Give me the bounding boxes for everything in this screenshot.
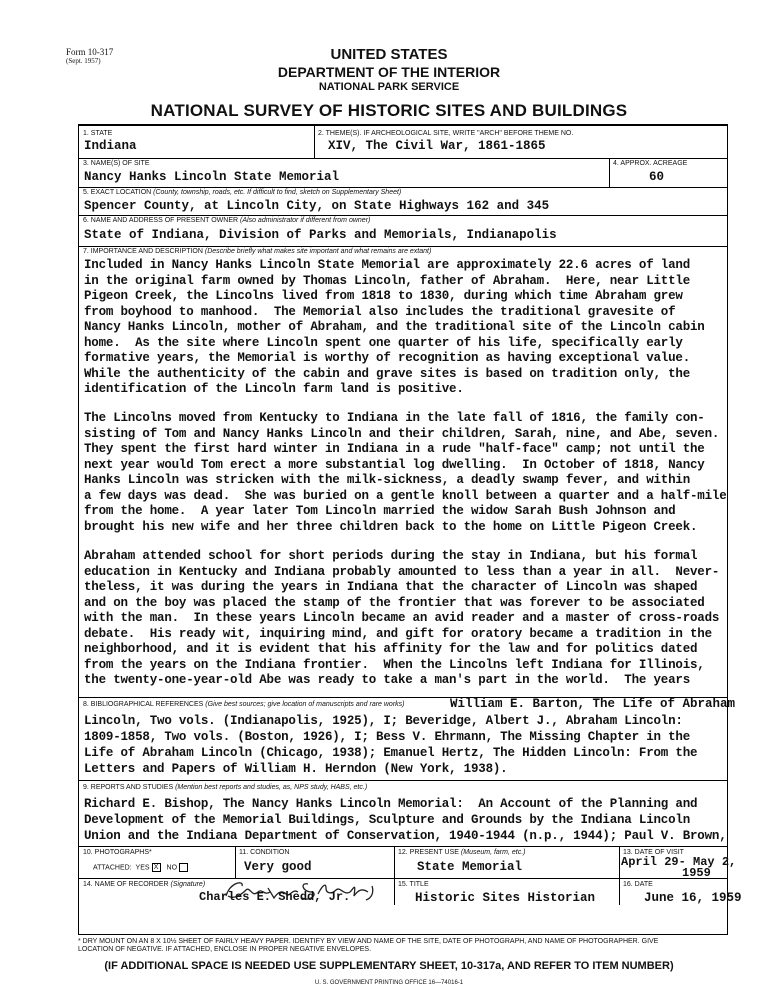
divider [314, 126, 315, 158]
yes-checkbox[interactable]: X [152, 863, 161, 872]
photographs-label: 10. PHOTOGRAPHS* [83, 849, 152, 856]
site-name-value: Nancy Hanks Lincoln State Memorial [84, 170, 340, 184]
text-line: formative years, the Memorial is worthy of recognition as having exceptional value. [84, 351, 691, 365]
text-line: 1809-1858, Two vols. (Boston, 1926), I; Bess V. Ehrmann, The Missing Chapter in the [84, 730, 691, 744]
text-line: While the authenticity of the cabin and grave sites is based on tradition only, the [84, 366, 691, 381]
survey-form [78, 124, 742, 935]
text-line: Included in Nancy Hanks Lincoln State Memorial are approximately 22.6 acres of land [84, 258, 691, 272]
text-line: Life of Abraham Lincoln (Chicago, 1938); Emanuel Hertz, The Hidden Lincoln: From the [84, 746, 698, 760]
location-value: Spencer County, at Lincoln City, on State Highways 162 and 345 [84, 199, 550, 213]
reports-label [83, 784, 367, 792]
text-line: from the years on the Indiana frontier. When the Lincolns left Indiana for Illinois, [84, 657, 705, 672]
condition-value: Very good [244, 860, 312, 874]
divider [79, 158, 727, 159]
text-line: Union and the Indiana Department of Conservation, 1940-1944 (n.p., 1944); Paul V. Brown, [84, 829, 727, 843]
themes-value: XIV, The Civil War, 1861-1865 [328, 139, 546, 153]
text-line: with the man. In these years Lincoln became an avid reader and a master of cross-roads [84, 611, 720, 625]
footnote [78, 938, 738, 954]
title-label: 15. TITLE [398, 881, 429, 888]
text-line: the twenty-one-year-old Abe was ready to take a man's part in the world. The years [84, 673, 691, 687]
owner-label-note: (Also administrator if different from owner) [240, 217, 371, 224]
text-line: sisting of Tom and Nancy Hanks Lincoln and their children, Sarah, nine, and Abe, seven. [84, 426, 720, 441]
divider [79, 246, 727, 247]
text-line: Richard E. Bishop, The Nancy Hanks Lincoln Memorial: An Account of the Planning and [84, 797, 698, 811]
text-line: debate. His ready wit, inquiring mind, and gift for oratory became a tradition in the [84, 626, 712, 641]
recorder-label [83, 881, 205, 889]
text-line: theless, it was during the years in Indiana that the character of Lincoln was shaped [84, 580, 698, 594]
importance-label [83, 248, 431, 256]
location-label [83, 189, 401, 197]
owner-label [83, 217, 370, 225]
site-name-label: 3. NAME(S) OF SITE [83, 160, 150, 167]
yes-label: YES [135, 864, 150, 872]
condition-label: 11. CONDITION [239, 849, 290, 856]
present-use-value: State Memorial [417, 860, 523, 874]
date-label: 16. DATE [623, 881, 653, 888]
importance-paragraph-1 [84, 258, 729, 398]
bibliography-label [83, 701, 405, 709]
text-line: brought his new wife and her three children back to the home on Little Pigeon Creek. [84, 519, 698, 534]
divider [235, 846, 236, 878]
printer-note: U. S. GOVERNMENT PRINTING OFFICE 16—74016-1 [314, 980, 464, 986]
bibliography-first-line: William E. Barton, The Life of Abraham [450, 697, 736, 711]
visit-date-label: 13. DATE OF VISIT [623, 849, 684, 856]
text-line: Letters and Papers of William H. Herndon (New York, 1938). [84, 762, 508, 776]
state-value: Indiana [84, 139, 137, 153]
supplement-note: (IF ADDITIONAL SPACE IS NEEDED USE SUPPLEMENTARY SHEET, 10-317a, AND REFER TO ITEM NUMBER) [104, 960, 674, 972]
text-line: Pigeon Creek, the Lincolns lived from 1818 to 1830, during which time Abraham grew [84, 289, 683, 303]
text-line: Hanks Lincoln was stricken with the milk-sickness, a deadly swamp fever, and within [84, 473, 691, 487]
bibliography-label-note: (Give best sources; give location of manuscripts and rare works) [205, 701, 405, 708]
text-line: from boyhood to manhood. The Memorial also includes the traditional gravesite of [84, 304, 676, 319]
importance-label-note: (Describe briefly what makes site important and what remains are extant) [204, 248, 432, 255]
no-checkbox[interactable] [179, 863, 188, 872]
text-line: a few days was dead. She was buried on a gentle knoll between a quarter and a half-mile [84, 488, 727, 503]
form-number-text: Form 10-317 [66, 47, 114, 57]
text-line: home. As the site where Lincoln spent one quarter of his life, specifically early [84, 335, 683, 350]
importance-label-text: 7. IMPORTANCE AND DESCRIPTION [83, 248, 203, 255]
location-label-text: 5. EXACT LOCATION [83, 189, 152, 196]
form-date: (Sept. 1957) [66, 57, 101, 65]
text-line: next year would Tom erect a more substantial log dwelling. In October of 1818, Nancy [84, 457, 705, 472]
text-line: The Lincolns moved from Kentucky to Indiana in the late fall of 1816, the family con- [84, 411, 705, 425]
text-line: Development of the Memorial Buildings, Sculpture and Grounds by the Indiana Lincoln [84, 813, 691, 827]
location-label-note: (County, township, roads, etc. If difficult to find, sketch on Supplementary Sheet) [153, 189, 402, 196]
bibliography-label-text: 8. BIBLIOGRAPHICAL REFERENCES [83, 701, 204, 708]
themes-label: 2. THEME(S). IF ARCHEOLOGICAL SITE, WRITE "ARCH" BEFORE THEME NO. [318, 130, 574, 137]
reports-text [84, 796, 729, 844]
bibliography-text [84, 713, 729, 777]
present-use-label-text: 12. PRESENT USE [398, 849, 459, 856]
header-department: DEPARTMENT OF THE INTERIOR [277, 64, 501, 80]
divider [394, 846, 395, 905]
header-park-service: NATIONAL PARK SERVICE [318, 81, 460, 93]
state-label: 1. STATE [83, 130, 113, 137]
recorder-label-note: (Signature) [170, 881, 206, 888]
present-use-label-note: (Museum, farm, etc.) [460, 849, 526, 856]
date-value: June 16, 1959 [644, 891, 742, 905]
text-line: and on the boy was placed the stamp of the frontier that was forever to be associated [84, 595, 705, 610]
acreage-label: 4. APPROX. ACREAGE [613, 160, 688, 167]
text-line: Abraham attended school for short periods during the stay in Indiana, but his formal [84, 549, 698, 563]
attached-label: ATTACHED: [93, 864, 132, 872]
divider [79, 215, 727, 216]
page-title: NATIONAL SURVEY OF HISTORIC SITES AND BUILDINGS [150, 101, 628, 120]
owner-value: State of Indiana, Division of Parks and Memorials, Indianapolis [84, 228, 557, 242]
importance-paragraph-3 [84, 549, 729, 689]
reports-label-text: 9. REPORTS AND STUDIES [83, 784, 174, 791]
importance-paragraph-2 [84, 411, 729, 535]
divider [79, 187, 727, 188]
text-line: They spent the first hard winter in Indiana in a rude "half-face" camp; not until the [84, 442, 705, 456]
divider [79, 878, 727, 879]
recorder-label-text: 14. NAME OF RECORDER [83, 881, 169, 888]
divider [609, 158, 610, 187]
recorder-value: Charles E. Shedd, Jr. [199, 890, 351, 904]
acreage-value: 60 [649, 170, 665, 184]
reports-label-note: (Mention best reports and studies, as, NPS study, HABS, etc.) [175, 784, 368, 791]
visit-date-year: 1959 [682, 866, 711, 880]
divider [619, 846, 620, 905]
text-line: neighborhood, and it is evident that his affinity for the law and for politics dated [84, 642, 698, 656]
header-united-states: UNITED STATES [330, 46, 448, 63]
text-line: from the home. A year later Tom Lincoln married the widow Sarah Bush Johnson and [84, 504, 676, 518]
title-value: Historic Sites Historian [415, 891, 596, 905]
owner-label-text: 6. NAME AND ADDRESS OF PRESENT OWNER [83, 217, 239, 224]
text-line: Lincoln, Two vols. (Indianapolis, 1925), I; Beveridge, Albert J., Abraham Lincoln: [84, 714, 683, 728]
text-line: in the original farm owned by Thomas Lincoln, father of Abraham. Here, near Little [84, 273, 691, 288]
text-line: Nancy Hanks Lincoln, mother of Abraham, and the traditional site of the Lincoln cabin [84, 320, 705, 334]
visit-date-value: April 29- May 2, [621, 855, 737, 869]
footnote-line-1: * DRY MOUNT ON AN 8 X 10½ SHEET OF FAIRLY HEAVY PAPER. IDENTIFY BY VIEW AND NAME OF THE SITE, DATE OF PHOTOGRAPH, AND NAME OF PHOTOGRAPHER. GIVE [78, 938, 659, 945]
text-line: identification of the Lincoln farm land is positive. [84, 382, 464, 396]
photographs-attached [93, 863, 194, 872]
text-line: education in Kentucky and Indiana probably amounted to less than a year in all. Never- [84, 564, 720, 579]
divider [79, 780, 727, 781]
divider [79, 846, 727, 847]
no-label: NO [166, 864, 178, 872]
footnote-line-2: LOCATION OF NEGATIVE. IF ATTACHED, ENCLOSE IN PROPER NEGATIVE ENVELOPES. [78, 946, 372, 953]
present-use-label [398, 849, 525, 857]
